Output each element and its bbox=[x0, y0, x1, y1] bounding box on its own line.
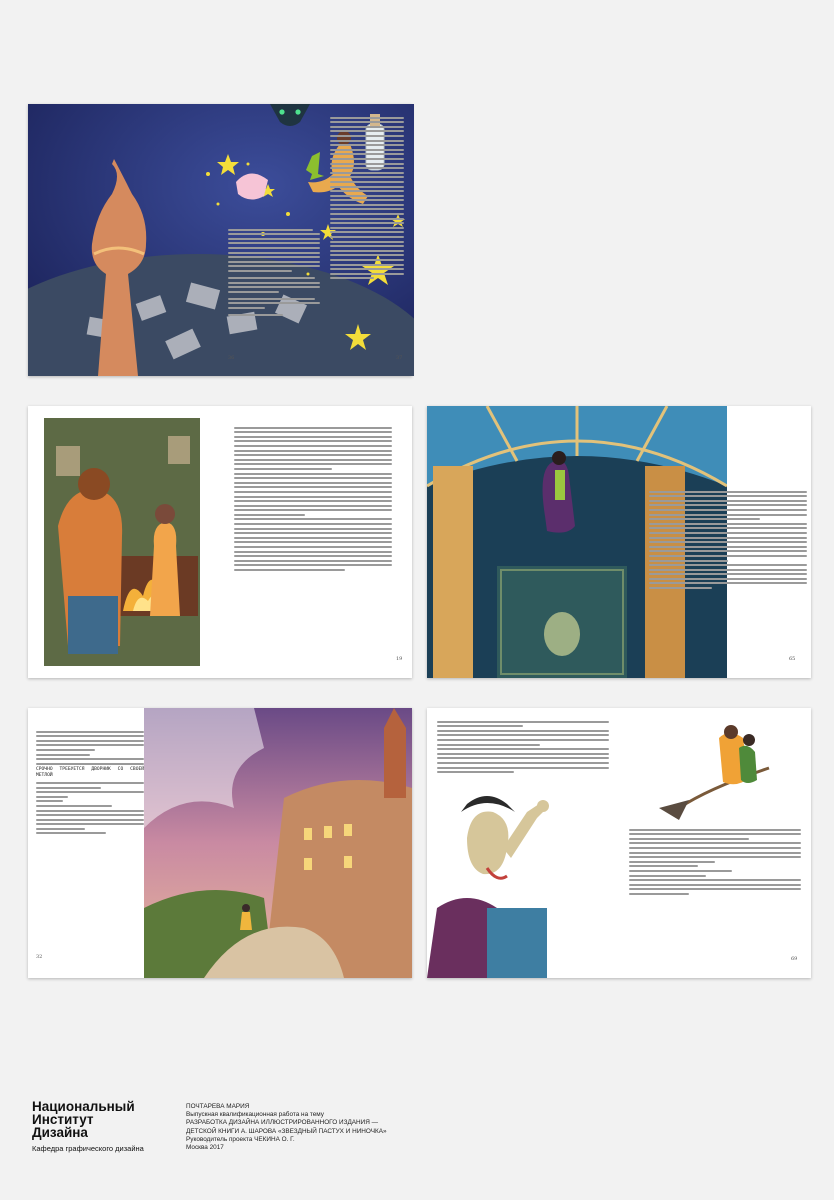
project-info bbox=[186, 1103, 387, 1152]
spread-page-69 bbox=[427, 708, 811, 978]
page-32-text bbox=[36, 728, 144, 837]
page-65-text bbox=[649, 488, 807, 592]
page-number: 19 bbox=[396, 656, 403, 662]
topic-line-2: ДЕТСКОЙ КНИГИ А. ШАРОВА «ЗВЕЗДНЫЙ ПАСТУХ И НИНОЧКА» bbox=[186, 1127, 387, 1135]
spread-page-32 bbox=[28, 708, 412, 978]
page-number: 69 bbox=[791, 956, 798, 962]
notice-text: СРОЧНО ТРЕБУЕТСЯ ДВОРНИК СО СВОЕЙ МЕТЛОЙ bbox=[36, 767, 144, 779]
supervisor: Руководитель проекта ЧЕКИНА О. Г. bbox=[186, 1135, 295, 1143]
page-19-text bbox=[234, 424, 392, 574]
work-type: Выпускная квалификационная работа на тему bbox=[186, 1111, 324, 1119]
page-19 bbox=[220, 406, 412, 678]
spread-page-19 bbox=[28, 406, 412, 678]
department: Кафедра графического дизайна bbox=[32, 1144, 144, 1153]
illustration-fireplace bbox=[28, 406, 220, 678]
page-32 bbox=[28, 708, 144, 978]
page-37 bbox=[220, 104, 412, 376]
institute-name-line-3: Дизайна bbox=[32, 1125, 88, 1140]
institute-name-line-1: Национальный bbox=[32, 1099, 135, 1114]
spread-pages-36-37 bbox=[28, 104, 412, 376]
page-37-text-left-col bbox=[228, 226, 320, 319]
page-68 bbox=[427, 708, 619, 978]
page-69-text bbox=[629, 826, 801, 898]
topic-line-1: РАЗРАБОТКА ДИЗАЙНА ИЛЛЮСТРИРОВАННОГО ИЗДАНИЯ — bbox=[186, 1119, 379, 1127]
institute-name-line-2: Институт bbox=[32, 1112, 94, 1127]
page-69 bbox=[619, 708, 811, 978]
spread-page-65 bbox=[427, 406, 811, 678]
illustration-sunset-building bbox=[144, 708, 412, 978]
city-year: Москва 2017 bbox=[186, 1144, 224, 1152]
institute-logo bbox=[32, 1100, 144, 1153]
page-number: 32 bbox=[36, 954, 43, 960]
page-number: 37 bbox=[396, 355, 403, 361]
page-37-text-right-col bbox=[330, 114, 404, 282]
page-number: 65 bbox=[789, 656, 796, 662]
page-number: 36 bbox=[228, 355, 235, 361]
author-name: ПОЧТАРЕВА МАРИЯ bbox=[186, 1103, 250, 1110]
